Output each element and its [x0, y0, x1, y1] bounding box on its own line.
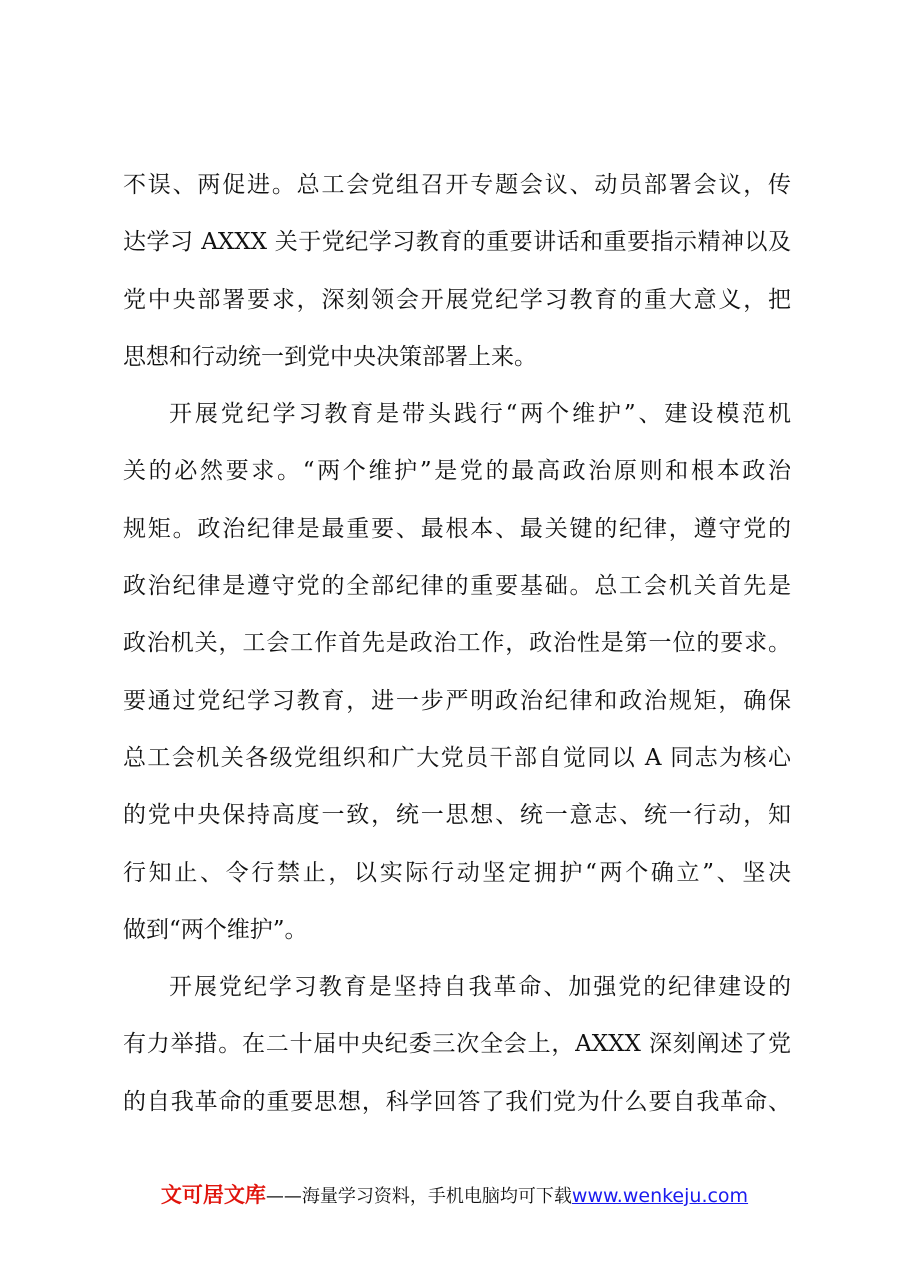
- text-line: 要通过党纪学习教育，进一步严明政治纪律和政治规矩，确保: [123, 687, 791, 714]
- footer-slogan: ——海量学习资料，手机电脑均可下载: [265, 1186, 572, 1207]
- text-line: 开展党纪学习教育是坚持自我革命、加强党的纪律建设的: [169, 974, 791, 1001]
- text-line: 做到“两个维护”。: [123, 916, 308, 943]
- text-line: 不误、两促进。总工会党组召开专题会议、动员部署会议，传: [123, 172, 791, 198]
- footer-link[interactable]: www.wenkeju.com: [571, 1185, 749, 1207]
- text-line: 总工会机关各级党组织和广大党员干部自觉同以 A 同志为核心: [123, 744, 791, 771]
- footer-banner: [0, 1181, 909, 1211]
- text-line: 关的必然要求。“两个维护”是党的最高政治原则和根本政治: [123, 458, 791, 485]
- text-line: 政治机关，工会工作首先是政治工作，政治性是第一位的要求。: [123, 630, 791, 657]
- body-text: [123, 162, 791, 1136]
- text-line: 党中央部署要求，深刻领会开展党纪学习教育的重大意义，把: [123, 286, 791, 313]
- text-line: 达学习 AXXX 关于党纪学习教育的重要讲话和重要指示精神以及: [123, 229, 791, 256]
- footer-brand[interactable]: 文可居文库: [160, 1183, 266, 1207]
- text-line: 开展党纪学习教育是带头践行“两个维护”、建设模范机: [169, 401, 791, 428]
- text-line: 的党中央保持高度一致，统一思想、统一意志、统一行动，知: [123, 802, 791, 829]
- text-line: 有力举措。在二十届中央纪委三次全会上，AXXX 深刻阐述了党: [123, 1031, 791, 1058]
- text-line: 规矩。政治纪律是最重要、最根本、最关键的纪律，遵守党的: [123, 515, 791, 542]
- text-line: 的自我革命的重要思想，科学回答了我们党为什么要自我革命、: [123, 1088, 791, 1115]
- text-line: 思想和行动统一到党中央决策部署上来。: [123, 343, 537, 370]
- text-line: 行知止、令行禁止，以实际行动坚定拥护“两个确立”、坚决: [123, 859, 791, 886]
- text-line: 政治纪律是遵守党的全部纪律的重要基础。总工会机关首先是: [123, 573, 791, 600]
